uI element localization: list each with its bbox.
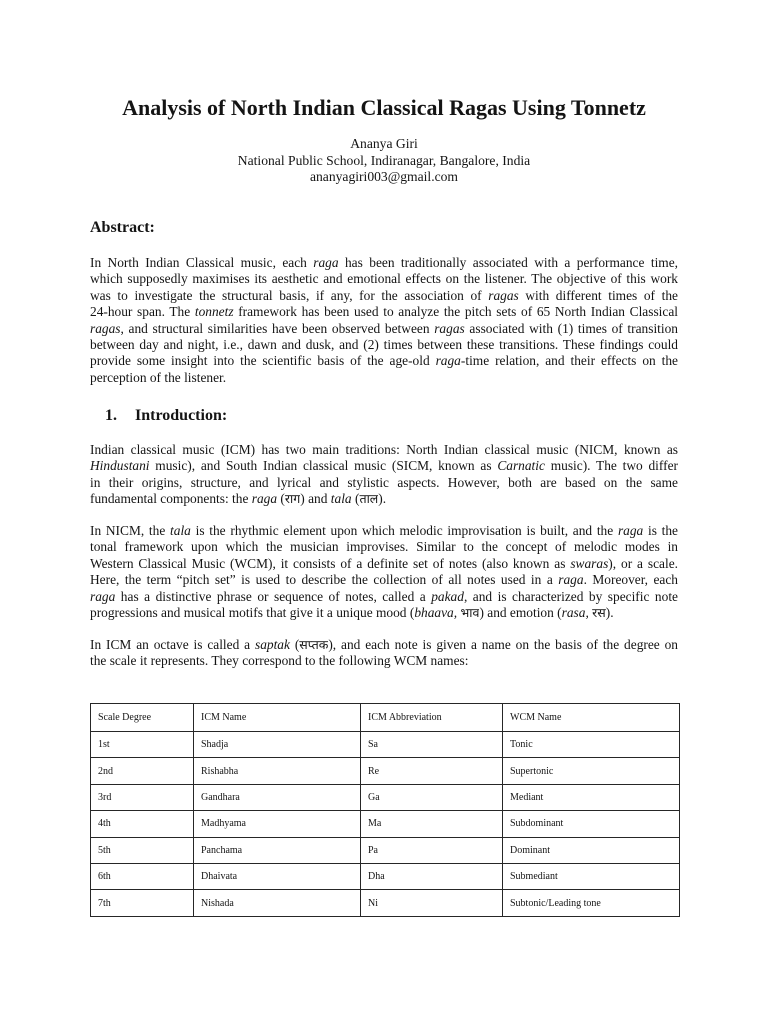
text-run: perception of the listener. bbox=[90, 369, 227, 385]
intro-paragraph-3 bbox=[90, 637, 678, 670]
text-line bbox=[90, 539, 678, 555]
italic-term: ragas bbox=[434, 320, 465, 336]
text-line bbox=[90, 337, 678, 353]
text-run: provide some insight into the scientific basis of the age-old bbox=[90, 353, 436, 369]
italic-term: raga bbox=[313, 255, 339, 270]
text-line bbox=[90, 271, 678, 287]
text-line bbox=[90, 304, 678, 320]
text-run: progressions and musical motifs that give it a unique mood ( bbox=[90, 605, 415, 621]
table-header-row bbox=[91, 704, 680, 732]
table-cell: 5th bbox=[91, 837, 194, 863]
intro-paragraph-1 bbox=[90, 442, 678, 508]
table-cell: Dhaivata bbox=[194, 863, 361, 889]
text-line bbox=[90, 605, 678, 621]
text-run: ( bbox=[277, 491, 285, 507]
text-run: tonal framework upon which the musician improvises. Similar to the concept of melodic modes in bbox=[90, 539, 678, 555]
text-line bbox=[90, 572, 678, 588]
text-run: Indian classical music (ICM) has two main traditions: North Indian classical music (NICM, known as bbox=[90, 442, 678, 457]
text-run: framework has been used to analyze the pitch sets of 65 North Indian Classical bbox=[233, 304, 678, 320]
text-run: has a distinctive phrase or sequence of notes, called a bbox=[115, 588, 432, 604]
table-cell: Dominant bbox=[503, 837, 680, 863]
author-block bbox=[0, 136, 768, 186]
text-line bbox=[90, 321, 678, 337]
text-run: -time relation, and their effects on the bbox=[460, 353, 678, 369]
table-cell: Panchama bbox=[194, 837, 361, 863]
text-line bbox=[90, 288, 678, 304]
table-row bbox=[91, 758, 680, 784]
table-row bbox=[91, 784, 680, 810]
table-cell: Tonic bbox=[503, 732, 680, 758]
text-run: music), and South Indian classical music (SICM, known as bbox=[149, 458, 498, 474]
italic-term: pakad bbox=[431, 588, 464, 604]
table-row bbox=[91, 732, 680, 758]
text-run: was to investigate the structural basis, if any, for the association of bbox=[90, 287, 489, 303]
table-header-cell: WCM Name bbox=[503, 704, 680, 732]
text-line bbox=[90, 370, 678, 386]
text-line bbox=[90, 442, 678, 458]
text-run: . Moreover, each bbox=[583, 572, 678, 588]
table-cell: 4th bbox=[91, 811, 194, 837]
text-run: ) and emotion ( bbox=[479, 605, 562, 621]
text-line bbox=[90, 255, 678, 271]
table-cell: Ni bbox=[361, 890, 503, 916]
section-number: 1. bbox=[105, 407, 117, 424]
author-affiliation: National Public School, Indiranagar, Bangalore, India bbox=[237, 152, 531, 168]
table-cell: 6th bbox=[91, 863, 194, 889]
text-line bbox=[90, 589, 678, 605]
text-run: 24-hour span. The bbox=[90, 304, 195, 320]
italic-term: rasa, bbox=[561, 605, 589, 621]
text-run: between day and night, i.e., dawn and dusk, and (2) times between these transitions. These findings could bbox=[90, 337, 678, 353]
text-run: In NICM, the bbox=[90, 523, 171, 538]
abstract-body bbox=[90, 255, 678, 386]
text-line bbox=[90, 556, 678, 572]
table-cell: Subdominant bbox=[503, 811, 680, 837]
table-cell: Sa bbox=[361, 732, 503, 758]
table-row bbox=[91, 863, 680, 889]
table-cell: Pa bbox=[361, 837, 503, 863]
text-run: in their origins, structure, and lyrical and stylistic aspects. However, both are based on the same bbox=[90, 474, 678, 490]
table-row bbox=[91, 811, 680, 837]
table-cell: Rishabha bbox=[194, 758, 361, 784]
text-line bbox=[90, 353, 678, 369]
text-run: In North Indian Classical music, each bbox=[90, 255, 314, 270]
table-header-cell: ICM Abbreviation bbox=[361, 704, 503, 732]
table-cell: Shadja bbox=[194, 732, 361, 758]
table-cell: Ga bbox=[361, 784, 503, 810]
table-cell: Madhyama bbox=[194, 811, 361, 837]
text-run: , and is characterized by specific note bbox=[463, 588, 678, 604]
italic-term: raga bbox=[90, 588, 116, 604]
table-cell: 3rd bbox=[91, 784, 194, 810]
text-run: ). bbox=[378, 491, 387, 507]
devanagari-term: भाव bbox=[460, 605, 480, 621]
table-row bbox=[91, 890, 680, 916]
text-run: has been traditionally associated with a performance time, bbox=[338, 255, 678, 270]
italic-term: saptak bbox=[254, 637, 290, 652]
text-run: Here, the term “pitch set” is used to describe the collection of all notes used in a bbox=[90, 572, 559, 588]
paper-title: Analysis of North Indian Classical Ragas Using Tonnetz bbox=[122, 95, 646, 120]
devanagari-term: रस bbox=[592, 605, 606, 621]
intro-paragraph-2 bbox=[90, 523, 678, 621]
text-run: is the rhythmic element upon which melodic improvisation is built, and the bbox=[190, 523, 618, 538]
italic-term: tala bbox=[170, 523, 191, 538]
text-run: the scale it represents. They correspond to the following WCM names: bbox=[90, 653, 469, 669]
text-run: ) and bbox=[300, 491, 331, 507]
text-line bbox=[90, 491, 678, 507]
text-run: ), and each note is given a name on the basis of the degree on bbox=[328, 637, 679, 652]
text-run: associated with (1) times of transition bbox=[464, 320, 679, 336]
text-run: ), or a scale. bbox=[608, 555, 678, 571]
text-run: fundamental components: the bbox=[90, 491, 252, 507]
author-name: Ananya Giri bbox=[350, 136, 418, 151]
italic-term: swaras bbox=[570, 555, 609, 571]
table-cell: Submediant bbox=[503, 863, 680, 889]
table-cell: Gandhara bbox=[194, 784, 361, 810]
table-cell: Nishada bbox=[194, 890, 361, 916]
italic-term: tonnetz bbox=[194, 304, 234, 320]
italic-term: tala bbox=[330, 491, 352, 507]
italic-term: raga bbox=[558, 572, 584, 588]
italic-term: ragas bbox=[90, 320, 121, 336]
table-row bbox=[91, 837, 680, 863]
table-cell: Re bbox=[361, 758, 503, 784]
text-run: ( bbox=[351, 491, 360, 507]
text-line bbox=[90, 653, 678, 669]
text-line bbox=[90, 523, 678, 539]
text-line bbox=[90, 637, 678, 653]
table-cell: 2nd bbox=[91, 758, 194, 784]
text-run: , and structural similarities have been observed between bbox=[120, 320, 435, 336]
devanagari-term: राग bbox=[284, 491, 301, 507]
table-cell: 7th bbox=[91, 890, 194, 916]
table-header-cell: ICM Name bbox=[194, 704, 361, 732]
text-run: ). bbox=[605, 605, 614, 621]
italic-term: ragas bbox=[488, 287, 519, 303]
text-run: is the bbox=[643, 523, 678, 538]
devanagari-term: सप्तक bbox=[299, 637, 329, 653]
table-cell: 1st bbox=[91, 732, 194, 758]
text-run: with different times of the bbox=[518, 287, 678, 303]
table-cell: Ma bbox=[361, 811, 503, 837]
table-cell: Supertonic bbox=[503, 758, 680, 784]
text-line bbox=[90, 475, 678, 491]
author-email: ananyagiri003@gmail.com bbox=[309, 169, 459, 184]
italic-term: raga bbox=[435, 353, 461, 369]
section-heading: Introduction: bbox=[135, 407, 228, 424]
italic-term: raga bbox=[251, 491, 278, 507]
devanagari-term: ताल bbox=[359, 491, 379, 507]
italic-term: Hindustani bbox=[90, 458, 150, 474]
scale-degree-table bbox=[90, 703, 680, 917]
italic-term: raga bbox=[617, 523, 644, 538]
text-run: In ICM an octave is called a bbox=[90, 637, 255, 652]
table-cell: Mediant bbox=[503, 784, 680, 810]
italic-term: bhaava, bbox=[414, 605, 458, 621]
table-header-cell: Scale Degree bbox=[91, 704, 194, 732]
abstract-heading: Abstract: bbox=[90, 219, 155, 236]
table-cell: Dha bbox=[361, 863, 503, 889]
text-run: ( bbox=[289, 637, 300, 652]
text-run: music). The two differ bbox=[544, 458, 678, 474]
italic-term: Carnatic bbox=[497, 458, 545, 474]
table-cell: Subtonic/Leading tone bbox=[503, 890, 680, 916]
text-line bbox=[90, 458, 678, 474]
text-run: which supposedly maximises its aesthetic and emotional effects on the listener. The objective of this work bbox=[90, 271, 678, 287]
text-run: Western Classical Music (WCM), it consists of a definite set of notes (also known as bbox=[90, 555, 571, 571]
